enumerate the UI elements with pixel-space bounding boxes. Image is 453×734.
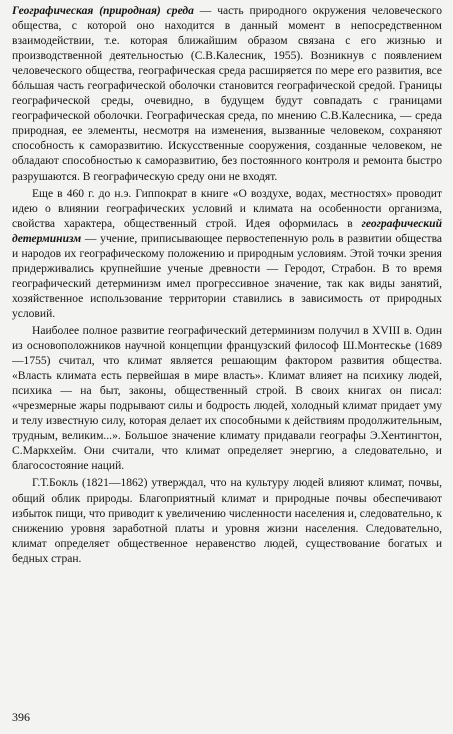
- paragraph-text: Наиболее полное развитие географический детерминизм получил в XVIII в. Один из основоположников научной концепции французский философ Ш.Монтескье (1689—1755) считал, что климат является решающим фактором развития общества. «Власть климата есть первейшая в мире власть». Климат влияет на психику людей, психика — на быт, законы, общественный строй. В своих книгах он писал: «чрезмерные жары подрывают силы и бодрость людей, холодный климат придает уму и телу известную силу, которая делает их способными к действиям продолжительным, трудным, великим...». Большое значение климату придавали географы Э.Хентингтон, С.Маркхейм. Они считали, что климат определяет энергию, а следовательно, и благосостояние наций.: [12, 324, 442, 473]
- paragraph-text-before-term: Еще в 460 г. до н.э. Гиппократ в книге «О воздухе, водах, местностях» проводит идею о влиянии географических условий и климата на особенности организма, свойства характера, общественный строй. Идея оформилась в: [12, 187, 442, 230]
- book-page: [12, 4, 442, 730]
- paragraph-hippocrates: [12, 187, 442, 322]
- paragraph-buckle: [12, 476, 442, 566]
- term-geographical-determinism: географический детерминизм: [12, 217, 442, 245]
- paragraph-montesquieu: [12, 324, 442, 474]
- page-number: 396: [12, 710, 30, 724]
- paragraph-geographical-environment: [12, 4, 442, 185]
- paragraph-text: Г.Т.Бокль (1821—1862) утверждал, что на культуру людей влияют климат, почвы, общий облик природы. Благоприятный климат и природные почвы обеспечивают избыток пищи, что приводит к увеличению численности населения и, следовательно, к снижению уровня заработной платы и уровня жизни населения. Следовательно, климат определяет общественное неравенство людей, существование богатых и бедных стран.: [12, 477, 442, 565]
- definition-text: — часть природного окружения человеческого общества, с которой оно находится в данный момент в непосредственном взаимодействии, т.е. которая ближайшим образом связана с его жизнью и производственной деятельностью (С.В.Калесник, 1955). Возникнув с появлением человеческого общества, географическая среда расширяется по мере его развития, все бóльшая часть географической оболочки становится географической средой. Границы географической среды, очевидно, в будущем будут совпадать с границами географической оболочки. Географическая среда, по мнению С.В.Калесника, — среда природная, ее элементы, несмотря на изменения, вызванные человеком, сохраняют способность к саморазвитию. Искусственные сооружения, созданные человеком, не обладают способностью к саморазвитию, без постоянного контроля и ремонта быстро разрушаются. В географическую среду они не входят.: [12, 5, 442, 183]
- term-geographical-environment: Географическая (природная) среда: [12, 5, 194, 17]
- paragraph-text-after-term: — учение, приписывающее первостепенную роль в развитии общества и народов их географическому положению и природным условиям. Этой точки зрения придерживались крупнейшие ученые древности — Геродот, Страбон. В то время географический детерминизм имел прогрессивное значение, так как виды занятий, хозяйственное использование территории ставились в зависимость от природных условий.: [12, 232, 442, 320]
